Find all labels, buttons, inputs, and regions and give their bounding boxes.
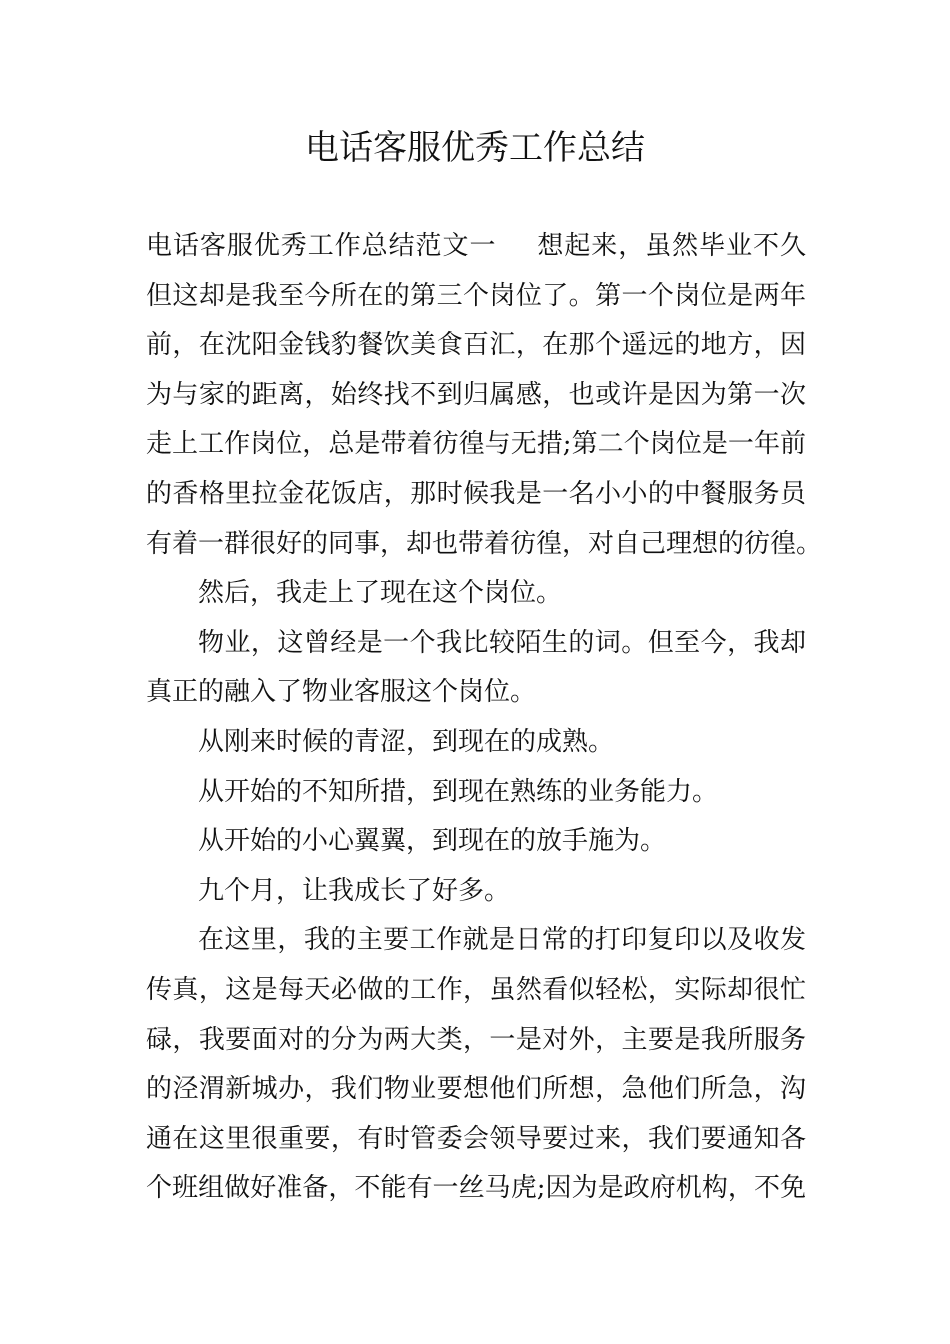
- body-line-8: 然后，我走上了现在这个岗位。: [198, 578, 563, 609]
- body-line-11: 从刚来时候的青涩，到现在的成熟。: [198, 726, 615, 757]
- document-body: [146, 222, 823, 1214]
- body-line-3: 前，在沈阳金钱豹餐饮美食百汇，在那个遥远的地方，因: [146, 330, 806, 361]
- body-line-2: 但这却是我至今所在的第三个岗位了。第一个岗位是两年: [146, 280, 806, 311]
- body-line-20: 个班组做好准备，不能有一丝马虎;因为是政府机构，不免: [146, 1173, 806, 1204]
- body-line-13: 从开始的小心翼翼，到现在的放手施为。: [198, 826, 667, 857]
- body-line-19: 通在这里很重要，有时管委会领导要过来，我们要通知各: [146, 1123, 806, 1154]
- body-line-12: 从开始的不知所措，到现在熟练的业务能力。: [198, 776, 719, 807]
- body-line-1-text: 想起来，虽然毕业不久: [536, 231, 806, 261]
- body-line-6: 的香格里拉金花饭店，那时候我是一名小小的中餐服务员: [146, 478, 806, 509]
- document-title: 电话客服优秀工作总结: [305, 128, 645, 168]
- body-line-18: 的泾渭新城办，我们物业要想他们所想，急他们所急，沟: [146, 1074, 806, 1105]
- body-line-16: 传真，这是每天必做的工作，虽然看似轻松，实际却很忙: [146, 974, 806, 1005]
- body-line-10: 真正的融入了物业客服这个岗位。: [146, 677, 537, 708]
- body-line-17: 碌，我要面对的分为两大类，一是对外，主要是我所服务: [146, 1024, 806, 1055]
- body-line-1: [146, 222, 806, 272]
- body-line-7: 有着一群很好的同事，却也带着彷徨，对自己理想的彷徨。: [146, 528, 823, 559]
- body-line-15: 在这里，我的主要工作就是日常的打印复印以及收发: [198, 925, 806, 956]
- body-line-1-heading: 电话客服优秀工作总结范文一: [146, 231, 497, 261]
- body-line-9: 物业，这曾经是一个我比较陌生的词。但至今，我却: [198, 627, 806, 658]
- body-line-14: 九个月，让我成长了好多。: [198, 875, 511, 906]
- body-line-4: 为与家的距离，始终找不到归属感，也或许是因为第一次: [146, 379, 806, 410]
- body-line-5: 走上工作岗位，总是带着彷徨与无措;第二个岗位是一年前: [146, 429, 806, 460]
